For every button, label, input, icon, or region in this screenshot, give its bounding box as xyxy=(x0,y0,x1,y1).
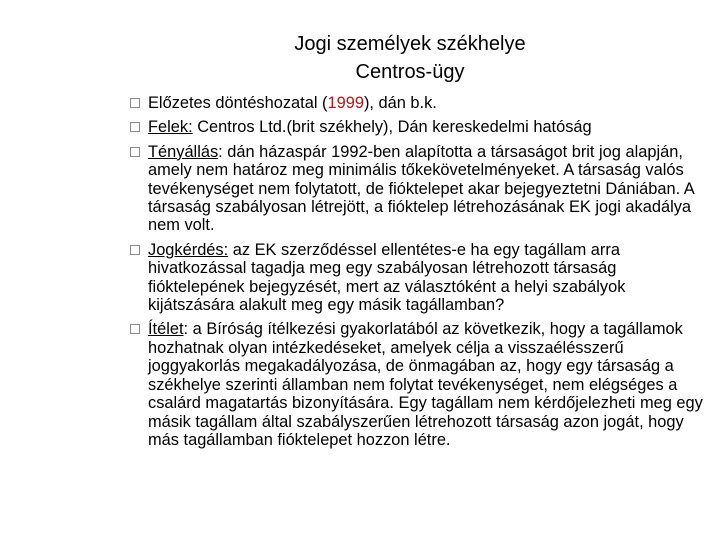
bullet-term: Ítélet xyxy=(148,320,184,339)
bullet-text: : dán házaspár 1992-ben alapította a társaságot brit jog alapján, amely nem határoz meg minimális tőkekövetelményeket. A társaság valós tevékenységet nem folytatott, de fióktelepet akar bejegyeztetni Dániában. A társaság szabályosan létrejött, a fióktelep létrehozásának EK jogi akadálya nem volt. xyxy=(148,142,694,235)
bullet-term: Jogkérdés: xyxy=(148,240,229,259)
bullet-text: Centros Ltd.(brit székhely), Dán kereskedelmi hatóság xyxy=(192,118,592,137)
bullet-judgment xyxy=(130,320,705,449)
bullet-term: Tényállás xyxy=(148,142,219,161)
bullet-marker-icon xyxy=(130,147,140,157)
bullet-text: Előzetes döntéshozatal ( xyxy=(148,94,328,112)
bullet-marker-icon xyxy=(130,324,140,334)
bullet-marker-icon xyxy=(130,98,140,108)
bullet-parties xyxy=(130,118,705,136)
title-line-1: Jogi személyek székhelye xyxy=(294,33,526,55)
bullet-marker-icon xyxy=(130,245,140,255)
bullet-facts xyxy=(130,143,705,235)
title-line-2: Centros-ügy xyxy=(355,61,465,83)
bullet-text: : a Bíróság ítélkezési gyakorlatából az következik, hogy a tagállamok hozhatnak olyan intézkedéseket, amelyek célja a visszaélésszerű joggyakorlás megakadályozása, de önmagában az, hogy egy társaság a székhelye szerinti államban nem folytat tevékenységet, nem elégséges a csalárd magatartás bizonyítására. Egy tagállam nem kérdőjelezheti meg egy másik tagállam által szabályszerűen létrehozott társaság azon jogát, hogy más tagállamban fióktelepet hozzon létre. xyxy=(148,320,703,449)
bullet-list xyxy=(130,94,705,455)
bullet-year: 1999 xyxy=(327,94,364,112)
bullet-legal-question xyxy=(130,241,705,315)
bullet-marker-icon xyxy=(130,122,140,132)
bullet-text: ), dán b.k. xyxy=(363,94,437,112)
slide-title xyxy=(160,30,660,86)
bullet-preliminary-ruling xyxy=(130,94,705,112)
bullet-term: Felek: xyxy=(148,118,193,137)
bullet-text: az EK szerződéssel ellentétes-e ha egy tagállam arra hivatkozással tagadja meg egy szabályosan létrehozott társaság fióktelepének bejegyzését, mert az választóként a helyi szabályok kijátszására alakult meg egy másik tagállamban? xyxy=(148,240,626,315)
